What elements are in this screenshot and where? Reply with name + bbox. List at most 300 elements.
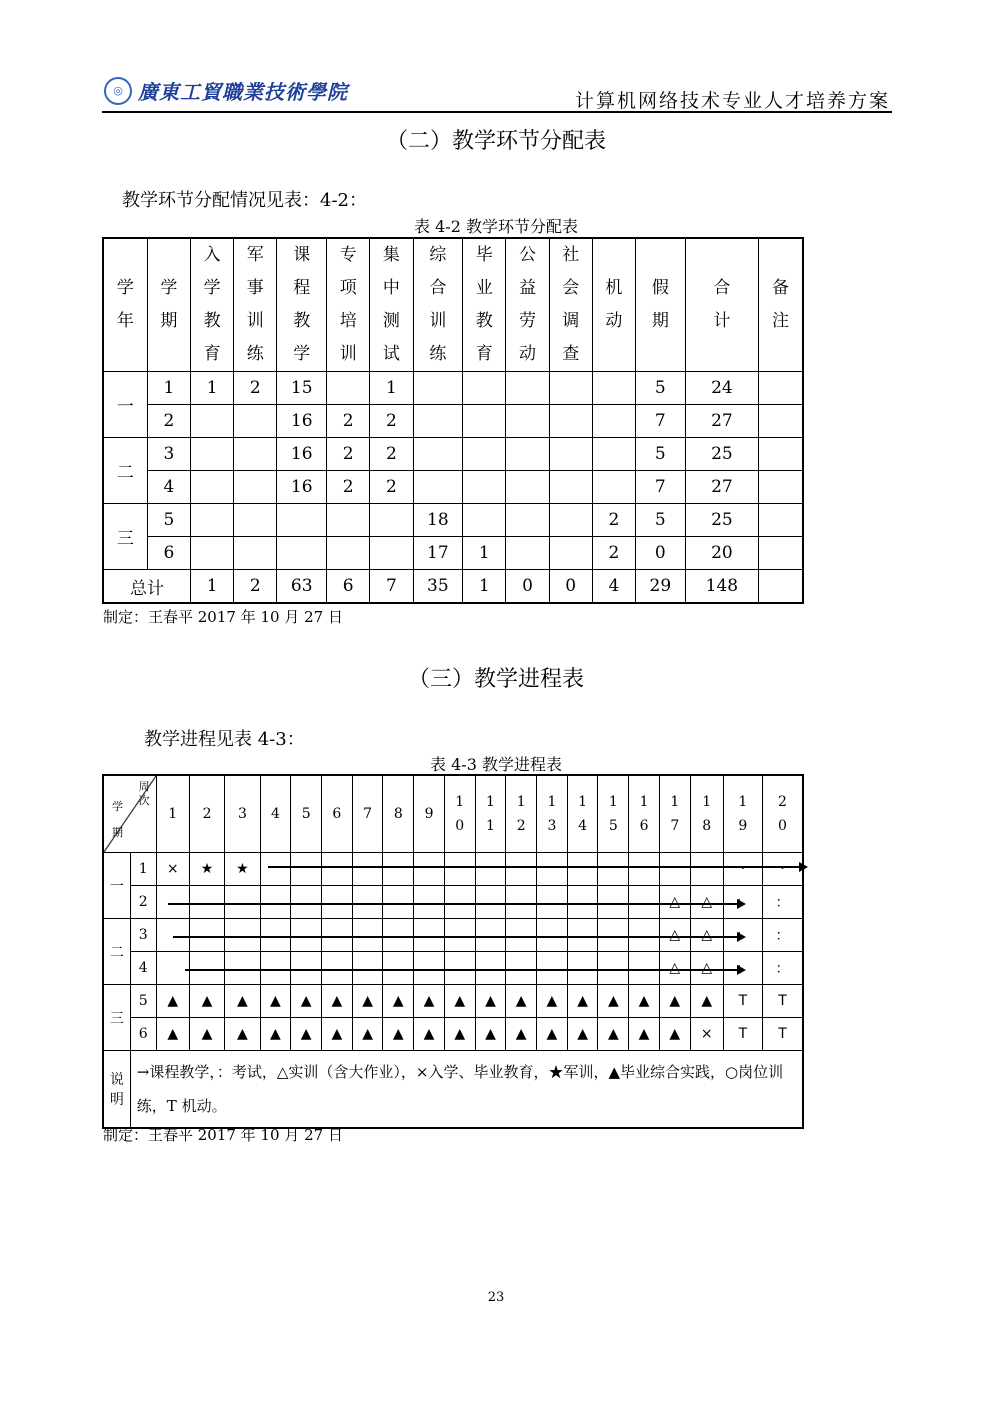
week-label: 11 (486, 794, 495, 834)
progress-cell (156, 886, 189, 919)
week-label: 20 (778, 794, 787, 834)
header-cell (103, 238, 147, 372)
section-title-progress: （三）教学进程表 (407, 667, 584, 692)
table-cell (506, 372, 549, 405)
header-cell (506, 238, 549, 372)
progress-cell: T (762, 985, 803, 1018)
week-header-cell (189, 775, 224, 853)
progress-cell (567, 853, 598, 886)
total-cell: 0 (549, 570, 592, 604)
term-cell: 2 (130, 886, 156, 919)
table-cell: 3 (147, 438, 190, 471)
table-cell: 2 (370, 471, 413, 504)
arrow-icon (168, 903, 738, 905)
table-cell (506, 537, 549, 570)
progress-cell: × (156, 853, 189, 886)
week-header-cell (629, 775, 660, 853)
progress-cell (537, 886, 568, 919)
table-cell: 2 (592, 504, 635, 537)
table-cell: 20 (685, 537, 758, 570)
corner-cell (103, 775, 156, 853)
header-cell (636, 238, 686, 372)
progress-cell (291, 886, 322, 919)
table-cell: 16 (277, 405, 327, 438)
table-cell (277, 537, 327, 570)
year-cell: 一 (103, 853, 130, 919)
table-cell (549, 537, 592, 570)
progress-cell (189, 919, 224, 952)
progress-cell (629, 853, 660, 886)
table-cell (759, 405, 803, 438)
header-cell (327, 238, 370, 372)
table-cell (191, 438, 234, 471)
table-cell (370, 537, 413, 570)
progress-cell (260, 853, 291, 886)
progress-cell: ▲ (537, 985, 568, 1018)
school-name: 廣東工貿職業技術學院 (138, 80, 348, 104)
week-label: 13 (547, 794, 557, 834)
term-cell: 3 (130, 919, 156, 952)
table-cell: 6 (147, 537, 190, 570)
progress-cell: ▲ (629, 985, 660, 1018)
year-cell: 二 (103, 438, 147, 504)
header-label: 备注 (772, 278, 790, 331)
progress-cell: ▲ (189, 1018, 224, 1051)
table-row (103, 438, 803, 471)
table-cell (327, 504, 370, 537)
table-cell: 2 (327, 438, 370, 471)
progress-cell (537, 853, 568, 886)
table-header-row (103, 238, 803, 372)
progress-cell (352, 919, 383, 952)
progress-cell: · (723, 853, 762, 886)
week-label: 8 (393, 806, 403, 822)
progress-cell: △ (659, 952, 690, 985)
progress-cell: ▲ (225, 1018, 260, 1051)
table-cell (759, 471, 803, 504)
progress-cell: ▲ (383, 985, 414, 1018)
table-cell: 0 (636, 537, 686, 570)
table-cell (234, 504, 277, 537)
progress-cell: ： (723, 952, 762, 985)
document-title: 计算机网络技术专业人才培养方案 (574, 90, 890, 112)
progress-cell (322, 952, 353, 985)
week-header-cell (352, 775, 383, 853)
week-header-cell (598, 775, 629, 853)
header-label: 入学教育 (203, 245, 221, 364)
progress-cell (383, 853, 414, 886)
progress-cell: T (723, 985, 762, 1018)
progress-cell (537, 952, 568, 985)
table-cell (234, 537, 277, 570)
table-cell: 2 (592, 537, 635, 570)
progress-cell: ▲ (598, 1018, 629, 1051)
week-label: 9 (424, 806, 434, 822)
progress-cell (225, 919, 260, 952)
table-cell: 2 (370, 405, 413, 438)
week-label: 17 (670, 794, 680, 834)
progress-cell (291, 919, 322, 952)
progress-cell: · (762, 853, 803, 886)
total-cell: 35 (413, 570, 463, 604)
progress-cell (414, 952, 445, 985)
progress-cell: ★ (225, 853, 260, 886)
table-cell: 5 (636, 372, 686, 405)
week-label: 15 (608, 794, 618, 834)
progress-cell: T (723, 1018, 762, 1051)
header-cell (234, 238, 277, 372)
total-cell: 2 (234, 570, 277, 604)
table-cell (327, 537, 370, 570)
progress-cell: ★ (189, 853, 224, 886)
progress-cell (444, 952, 475, 985)
week-header-cell (383, 775, 414, 853)
progress-cell: ▲ (659, 985, 690, 1018)
week-label: 1 (168, 806, 178, 822)
week-header-cell (762, 775, 803, 853)
total-cell: 1 (463, 570, 506, 604)
progress-cell (156, 952, 189, 985)
table-cell (549, 471, 592, 504)
table-row (103, 537, 803, 570)
progress-cell (225, 886, 260, 919)
table-row (103, 886, 803, 919)
header-cell (592, 238, 635, 372)
header-cell (685, 238, 758, 372)
progress-cell: ▲ (352, 1018, 383, 1051)
progress-cell (659, 853, 690, 886)
week-label: 16 (639, 794, 649, 834)
progress-cell (444, 919, 475, 952)
table-cell (592, 471, 635, 504)
progress-cell (352, 886, 383, 919)
year-cell: 二 (103, 919, 130, 985)
progress-cell (414, 919, 445, 952)
header-cell (463, 238, 506, 372)
table-row (103, 471, 803, 504)
table-cell (463, 372, 506, 405)
week-header-cell (225, 775, 260, 853)
table-cell: 24 (685, 372, 758, 405)
progress-cell (414, 886, 445, 919)
week-label: 18 (702, 794, 712, 834)
table-cell (463, 504, 506, 537)
progress-cell (383, 919, 414, 952)
header-label: 社会调查 (562, 245, 580, 364)
allocation-table (102, 237, 804, 604)
table-cell (413, 405, 463, 438)
progress-cell: ▲ (567, 1018, 598, 1051)
week-label: 5 (301, 806, 311, 822)
progress-cell: △ (690, 919, 723, 952)
total-cell: 63 (277, 570, 327, 604)
made-by-allocation: 制定：王春平 2017 年 10 月 27 日 (103, 608, 343, 626)
table-cell: 1 (370, 372, 413, 405)
table-cell (759, 438, 803, 471)
table-cell: 25 (685, 504, 758, 537)
header-label: 毕业教育 (475, 245, 493, 364)
progress-cell: T (762, 1018, 803, 1051)
arrow-icon (185, 969, 738, 971)
progress-cell: ▲ (506, 1018, 537, 1051)
progress-cell: ▲ (629, 1018, 660, 1051)
progress-cell (475, 853, 506, 886)
progress-cell: ▲ (260, 1018, 291, 1051)
progress-cell: ： (762, 952, 803, 985)
progress-cell (690, 853, 723, 886)
table-cell: 1 (191, 372, 234, 405)
table-cell: 1 (147, 372, 190, 405)
table-cell (592, 438, 635, 471)
week-header-cell (659, 775, 690, 853)
table-header-row (103, 775, 803, 853)
year-cell: 三 (103, 985, 130, 1051)
progress-cell: ▲ (156, 1018, 189, 1051)
table-row (103, 952, 803, 985)
table-cell: 25 (685, 438, 758, 471)
progress-cell (291, 952, 322, 985)
total-cell: 1 (191, 570, 234, 604)
header-label: 公益劳动 (518, 245, 536, 364)
week-header-cell (414, 775, 445, 853)
table-cell (191, 405, 234, 438)
table-row (103, 1018, 803, 1051)
progress-cell (156, 919, 189, 952)
progress-cell (567, 919, 598, 952)
table-cell: 5 (636, 504, 686, 537)
section-intro-allocation: 教学环节分配情况见表：4-2： (122, 190, 367, 211)
header-cell (549, 238, 592, 372)
progress-cell: ▲ (537, 1018, 568, 1051)
total-cell: 148 (685, 570, 758, 604)
table-cell (759, 372, 803, 405)
term-cell: 4 (130, 952, 156, 985)
progress-cell (383, 952, 414, 985)
table-cell (234, 438, 277, 471)
term-cell: 1 (130, 853, 156, 886)
header-cell (191, 238, 234, 372)
header-label: 机动 (605, 278, 623, 331)
table-cell: 7 (636, 405, 686, 438)
progress-cell: ▲ (475, 985, 506, 1018)
progress-cell (352, 952, 383, 985)
progress-cell (537, 919, 568, 952)
week-label: 3 (237, 806, 247, 822)
header-label: 合计 (713, 278, 731, 331)
table-row (103, 853, 803, 886)
note-row (103, 1051, 803, 1129)
table-cell (506, 438, 549, 471)
week-label: 12 (516, 794, 526, 834)
table-cell (463, 405, 506, 438)
week-header-cell (567, 775, 598, 853)
progress-cell (475, 886, 506, 919)
progress-cell: ▲ (322, 1018, 353, 1051)
progress-cell: ▲ (291, 985, 322, 1018)
term-cell: 6 (130, 1018, 156, 1051)
progress-cell (322, 919, 353, 952)
progress-cell (291, 853, 322, 886)
progress-cell: △ (659, 886, 690, 919)
header-label: 课程教学 (293, 245, 311, 364)
page-number: 23 (487, 1290, 505, 1305)
progress-cell: △ (690, 952, 723, 985)
table-cell: 27 (685, 471, 758, 504)
table-cell (370, 504, 413, 537)
week-header-cell (291, 775, 322, 853)
table-cell (506, 504, 549, 537)
corner-week-label: 周次 (138, 780, 150, 807)
progress-cell: ▲ (444, 1018, 475, 1051)
total-cell: 29 (636, 570, 686, 604)
total-cell: 4 (592, 570, 635, 604)
header-label: 军事训练 (246, 245, 264, 364)
week-header-cell (475, 775, 506, 853)
progress-cell (629, 952, 660, 985)
progress-cell (629, 919, 660, 952)
progress-cell: ▲ (225, 985, 260, 1018)
section-title-allocation: （二）教学环节分配表 (385, 129, 606, 154)
table-cell: 5 (636, 438, 686, 471)
total-row (103, 570, 803, 604)
table-cell: 2 (234, 372, 277, 405)
progress-cell: ▲ (322, 985, 353, 1018)
header-cell (147, 238, 190, 372)
progress-cell (260, 886, 291, 919)
table-cell (327, 372, 370, 405)
table-cell: 18 (413, 504, 463, 537)
table-cell (463, 438, 506, 471)
table-cell: 27 (685, 405, 758, 438)
year-cell: 一 (103, 372, 147, 438)
header-divider (102, 111, 892, 113)
table-row (103, 919, 803, 952)
progress-cell (475, 919, 506, 952)
header-label: 学年 (116, 278, 134, 331)
table-cell: 16 (277, 438, 327, 471)
week-label: 4 (270, 806, 280, 822)
progress-cell (567, 952, 598, 985)
table-cell (191, 471, 234, 504)
table-cell (413, 471, 463, 504)
week-header-cell (444, 775, 475, 853)
table-cell (191, 537, 234, 570)
progress-cell (506, 952, 537, 985)
table-cell (759, 504, 803, 537)
progress-cell: △ (690, 886, 723, 919)
header-cell (413, 238, 463, 372)
table-row (103, 985, 803, 1018)
total-label: 总计 (103, 570, 191, 604)
total-cell (759, 570, 803, 604)
table-cell: 15 (277, 372, 327, 405)
table-cell: 5 (147, 504, 190, 537)
progress-cell: ： (762, 919, 803, 952)
table-row (103, 504, 803, 537)
progress-cell: ▲ (260, 985, 291, 1018)
progress-cell (598, 886, 629, 919)
progress-cell (598, 853, 629, 886)
table-row (103, 372, 803, 405)
header-cell (370, 238, 413, 372)
table-cell (549, 438, 592, 471)
table-cell (549, 372, 592, 405)
progress-cell: ▲ (567, 985, 598, 1018)
progress-table (102, 774, 804, 1129)
header-label: 综合训练 (429, 245, 447, 364)
progress-cell (322, 886, 353, 919)
progress-cell (383, 886, 414, 919)
progress-cell: ▲ (444, 985, 475, 1018)
table-cell (234, 405, 277, 438)
progress-cell: ▲ (156, 985, 189, 1018)
progress-cell (506, 919, 537, 952)
week-label: 2 (202, 806, 212, 822)
progress-cell (506, 853, 537, 886)
week-header-cell (537, 775, 568, 853)
progress-cell: ： (723, 919, 762, 952)
week-header-cell (506, 775, 537, 853)
year-cell: 三 (103, 504, 147, 570)
note-text: →课程教学，：考试，△实训（含大作业），×入学、毕业教育，★军训，▲毕业综合实践，○岗位训练，T 机动。 (130, 1051, 803, 1129)
table-cell (506, 471, 549, 504)
table-cell (234, 471, 277, 504)
progress-cell (260, 919, 291, 952)
progress-cell: ▲ (414, 985, 445, 1018)
corner-term-label: 学期 (112, 800, 123, 839)
week-header-cell (260, 775, 291, 853)
progress-cell: ▲ (383, 1018, 414, 1051)
total-cell: 0 (506, 570, 549, 604)
arrow-icon (173, 936, 738, 938)
progress-cell: ▲ (475, 1018, 506, 1051)
header-cell (759, 238, 803, 372)
progress-cell (598, 919, 629, 952)
week-label: 14 (578, 794, 588, 834)
total-cell: 7 (370, 570, 413, 604)
note-label: 说明 (103, 1051, 130, 1129)
table-caption-progress: 表 4-3 教学进程表 (430, 755, 562, 774)
progress-cell: ▲ (414, 1018, 445, 1051)
progress-cell (629, 886, 660, 919)
progress-cell (444, 853, 475, 886)
progress-cell: ▲ (352, 985, 383, 1018)
week-label: 10 (455, 794, 465, 834)
table-cell (413, 438, 463, 471)
progress-cell: ▲ (291, 1018, 322, 1051)
table-cell: 2 (147, 405, 190, 438)
table-cell: 2 (370, 438, 413, 471)
table-cell (549, 405, 592, 438)
table-cell (463, 471, 506, 504)
week-label: 6 (332, 806, 342, 822)
progress-cell: ▲ (189, 985, 224, 1018)
week-header-cell (322, 775, 353, 853)
progress-cell: ▲ (598, 985, 629, 1018)
progress-cell: △ (659, 919, 690, 952)
progress-cell: ： (762, 886, 803, 919)
progress-cell (260, 952, 291, 985)
section-intro-progress: 教学进程见表 4-3： (144, 729, 305, 750)
week-header-cell (156, 775, 189, 853)
progress-cell (352, 853, 383, 886)
term-cell: 5 (130, 985, 156, 1018)
table-cell (549, 504, 592, 537)
table-cell (506, 405, 549, 438)
header-label: 学期 (160, 278, 178, 331)
header-label: 专项培训 (339, 245, 357, 364)
progress-cell (414, 853, 445, 886)
